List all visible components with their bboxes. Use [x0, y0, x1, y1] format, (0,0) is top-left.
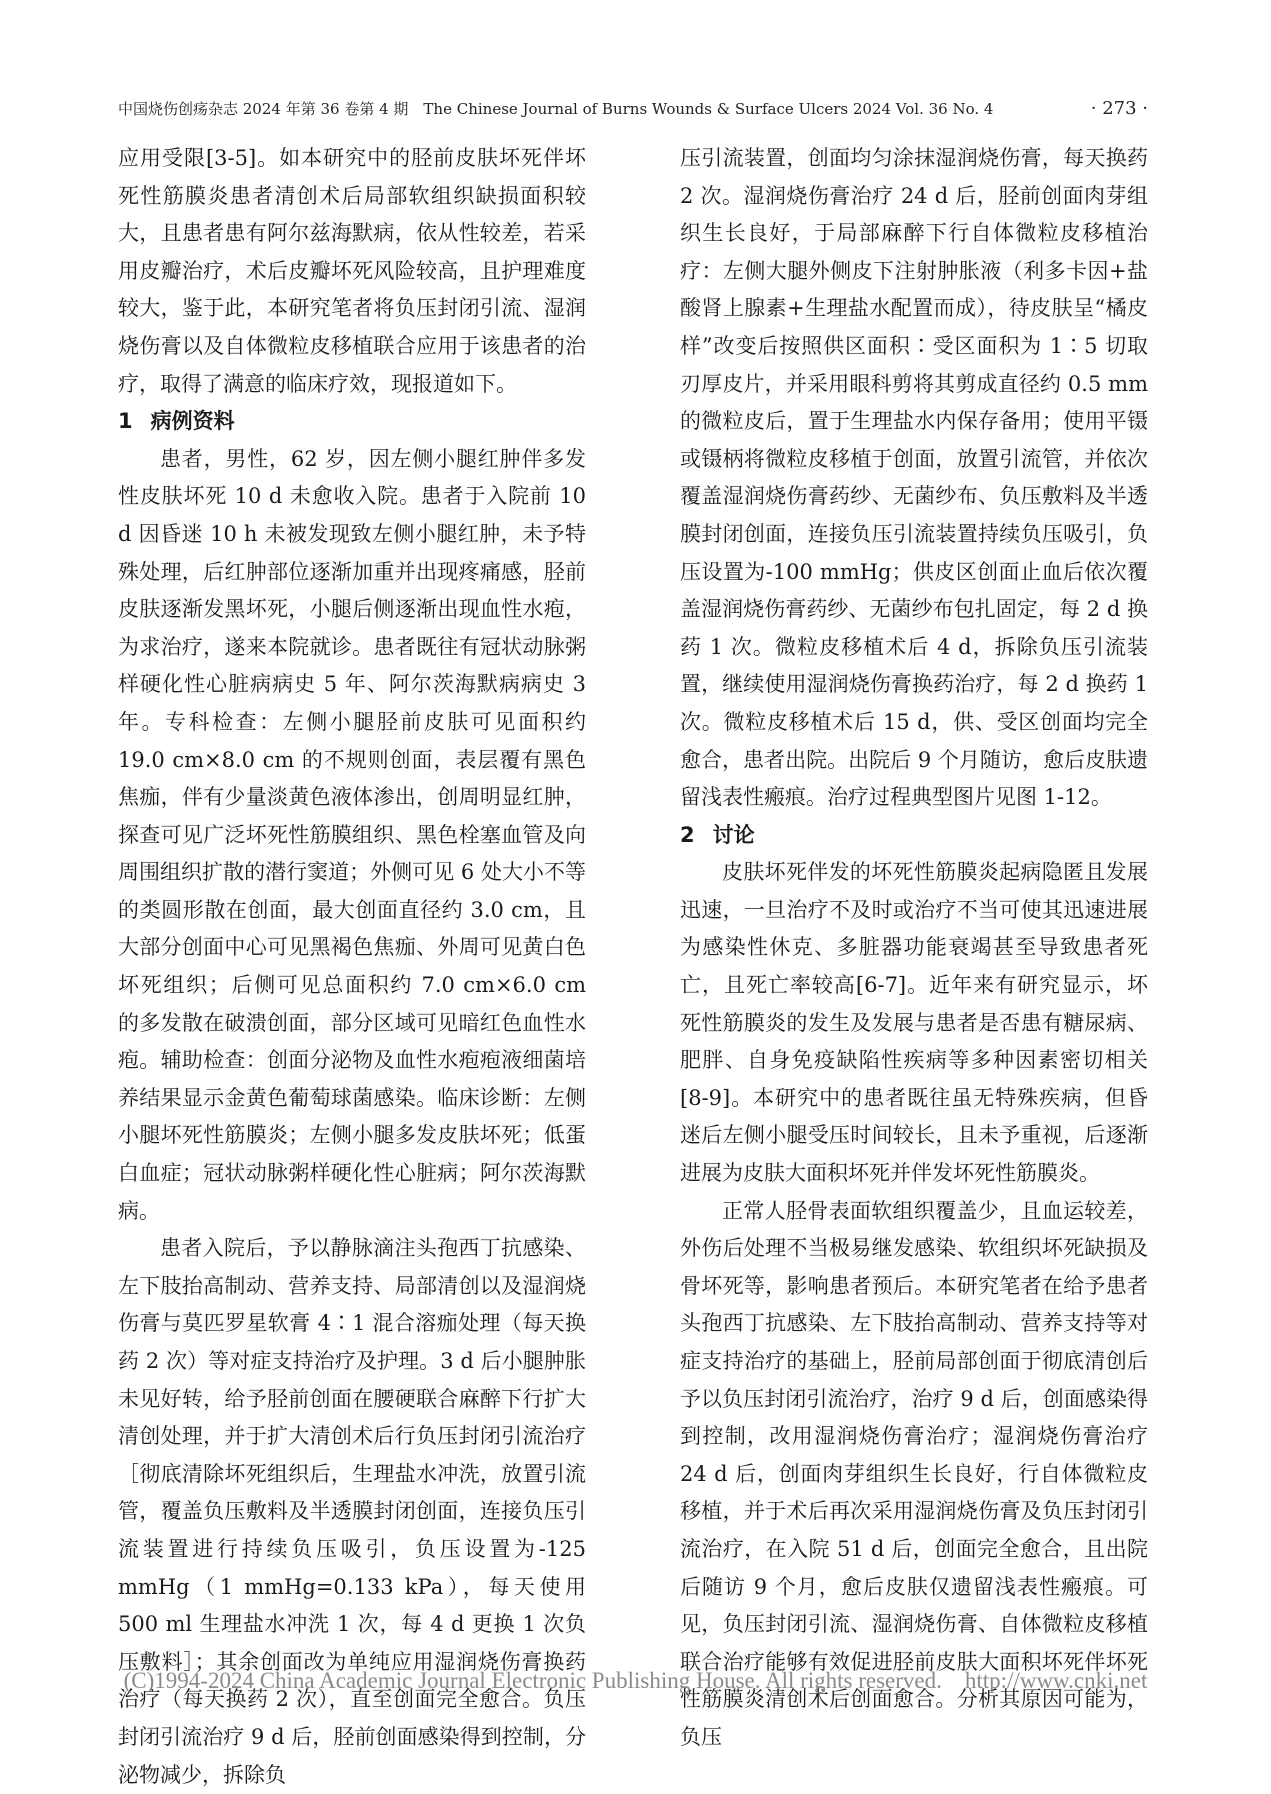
right-column — [680, 140, 1148, 1757]
section-heading-case — [118, 403, 586, 441]
case-paragraph-1: 患者，男性，62 岁，因左侧小腿红肿伴多发性皮肤坏死 10 d 未愈收入院。患者于入院前 10 d 因昏迷 10 h 未被发现致左侧小腿红肿，未予特殊处理，后红肿部位逐渐加重并出现疼痛感，胫前皮肤逐渐发黑坏死，小腿后侧逐渐出现血性水疱，为求治疗，遂来本院就诊。患者既往有冠状动脉粥样硬化性心脏病病史 5 年、阿尔茨海默病病史 3 年。专科检查：左侧小腿胫前皮肤可见面积约 19.0 cm×8.0 cm 的不规则创面，表层覆有黑色焦痂，伴有少量淡黄色液体渗出，创周明显红肿，探查可见广泛坏死性筋膜组织、黑色栓塞血管及向周围组织扩散的潜行窦道；外侧可见 6 处大小不等的类圆形散在创面，最大创面直径约 3.0 cm，且大部分创面中心可见黑褐色焦痂、外周可见黄白色坏死组织；后侧可见总面积约 7.0 cm×6.0 cm 的多发散在破溃创面，部分区域可见暗红色血性水疱。辅助检查：创面分泌物及血性水疱疱液细菌培养结果显示金黄色葡萄球菌感染。临床诊断：左侧小腿坏死性筋膜炎；左侧小腿多发皮肤坏死；低蛋白血症；冠状动脉粥样硬化性心脏病；阿尔茨海默病。 — [118, 446, 586, 1223]
copyright-footer: (C)1994-2024 China Academic Journal Electronic Publishing House. All rights reserved. http://www.cnki.net — [123, 1668, 1148, 1693]
journal-header: 中国烧伤创疡杂志 2024 年第 36 卷第 4 期 The Chinese Journal of Burns Wounds & Surface Ulcers 2024 Vol. 36 No. 4 — [118, 100, 994, 118]
section-number: 1 — [118, 409, 133, 434]
intro-paragraph: 应用受限[3-5]。如本研究中的胫前皮肤坏死伴坏死性筋膜炎患者清创术后局部软组织缺损面积较大，且患者患有阿尔兹海默病，依从性较差，若采用皮瓣治疗，术后皮瓣坏死风险较高，且护理难度较大，鉴于此，本研究笔者将负压封闭引流、湿润烧伤膏以及自体微粒皮移植联合应用于该患者的治疗，取得了满意的临床疗效，现报道如下。 — [118, 146, 586, 396]
running-head — [118, 98, 1148, 119]
page-number: · 273 · — [1090, 98, 1148, 119]
section-heading-discussion — [680, 817, 1148, 855]
continued-paragraph: 压引流装置，创面均匀涂抹湿润烧伤膏，每天换药 2 次。湿润烧伤膏治疗 24 d 后，胫前创面肉芽组织生长良好，于局部麻醉下行自体微粒皮移植治疗：左侧大腿外侧皮下注射肿胀液（利多卡因+盐酸肾上腺素+生理盐水配置而成），待皮肤呈“橘皮样”改变后按照供区面积∶受区面积为 1∶5 切取刃厚皮片，并采用眼科剪将其剪成直径约 0.5 mm 的微粒皮后，置于生理盐水内保存备用；使用平镊或镊柄将微粒皮移植于创面，放置引流管，并依次覆盖湿润烧伤膏药纱、无菌纱布、负压敷料及半透膜封闭创面，连接负压引流装置持续负压吸引，负压设置为-100 mmHg；供皮区创面止血后依次覆盖湿润烧伤膏药纱、无菌纱布包扎固定，每 2 d 换药 1 次。微粒皮移植术后 4 d，拆除负压引流装置，继续使用湿润烧伤膏换药治疗，每 2 d 换药 1 次。微粒皮移植术后 15 d，供、受区创面均完全愈合，患者出院。出院后 9 个月随访，愈后皮肤遗留浅表性瘢痕。治疗过程典型图片见图 1-12。 — [680, 146, 1148, 810]
left-column — [118, 140, 586, 1794]
case-paragraph-2: 患者入院后，予以静脉滴注头孢西丁抗感染、左下肢抬高制动、营养支持、局部清创以及湿润烧伤膏与莫匹罗星软膏 4∶1 混合溶痂处理（每天换药 2 次）等对症支持治疗及护理。3 d 后小腿肿胀未见好转，给予胫前创面在腰硬联合麻醉下行扩大清创处理，并于扩大清创术后行负压封闭引流治疗［彻底清除坏死组织后，生理盐水冲洗，放置引流管，覆盖负压敷料及半透膜封闭创面，连接负压引流装置进行持续负压吸引，负压设置为-125 mmHg（1 mmHg=0.133 kPa），每天使用 500 ml 生理盐水冲洗 1 次，每 4 d 更换 1 次负压敷料］；其余创面改为单纯应用湿润烧伤膏换药治疗（每天换药 2 次），直至创面完全愈合。负压封闭引流治疗 9 d 后，胫前创面感染得到控制，分泌物减少，拆除负 — [118, 1236, 586, 1787]
section-number: 2 — [680, 822, 695, 847]
discussion-paragraph-2: 正常人胫骨表面软组织覆盖少，且血运较差，外伤后处理不当极易继发感染、软组织坏死缺损及骨坏死等，影响患者预后。本研究笔者在给予患者头孢西丁抗感染、左下肢抬高制动、营养支持等对症支持治疗的基础上，胫前局部创面于彻底清创后予以负压封闭引流治疗，治疗 9 d 后，创面感染得到控制，改用湿润烧伤膏治疗；湿润烧伤膏治疗 24 d 后，创面肉芽组织生长良好，行自体微粒皮移植，并于术后再次采用湿润烧伤膏及负压封闭引流治疗，在入院 51 d 后，创面完全愈合，且出院后随访 9 个月，愈后皮肤仅遗留浅表性瘢痕。可见，负压封闭引流、湿润烧伤膏、自体微粒皮移植联合治疗能够有效促进胫前皮肤大面积坏死伴坏死性筋膜炎清创术后创面愈合。分析其原因可能为，负压 — [680, 1198, 1148, 1749]
discussion-paragraph-1: 皮肤坏死伴发的坏死性筋膜炎起病隐匿且发展迅速，一旦治疗不及时或治疗不当可使其迅速进展为感染性休克、多脏器功能衰竭甚至导致患者死亡，且死亡率较高[6-7]。近年来有研究显示，坏死性筋膜炎的发生及发展与患者是否患有糖尿病、肥胖、自身免疫缺陷性疾病等多种因素密切相关[8-9]。本研究中的患者既往虽无特殊疾病，但昏迷后左侧小腿受压时间较长，且未予重视，后逐渐进展为皮肤大面积坏死并伴发坏死性筋膜炎。 — [680, 860, 1148, 1186]
section-title: 病例资料 — [150, 409, 235, 434]
section-title: 讨论 — [712, 822, 755, 847]
